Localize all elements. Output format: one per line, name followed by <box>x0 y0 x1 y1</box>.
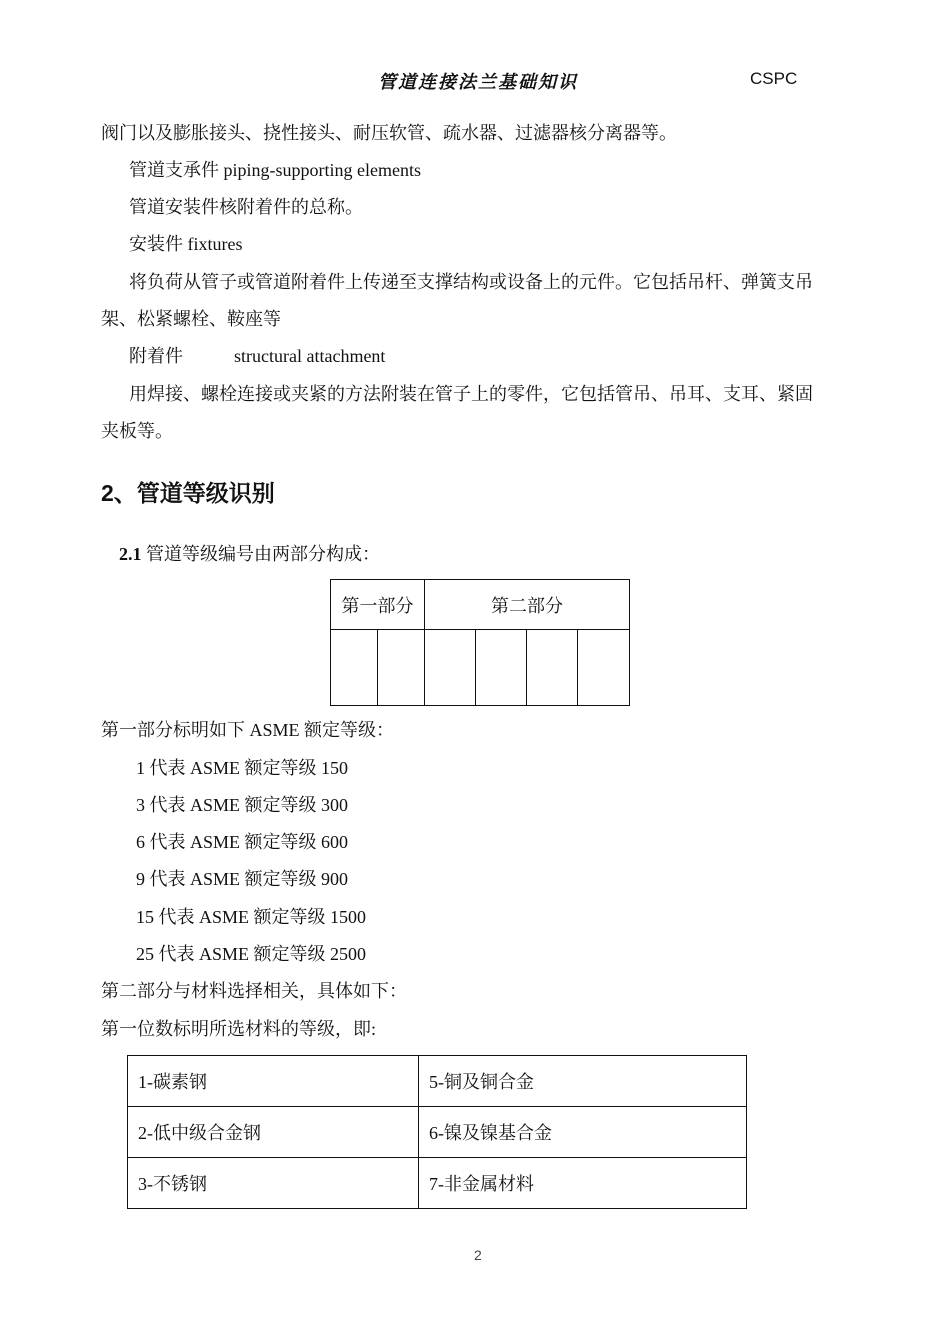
grade-table-cell <box>476 630 527 706</box>
definition-structural-attachment-line1: 用焊接、螺栓连接或夹紧的方法附装在管子上的零件，它包括管吊、吊耳、支耳、紧固 <box>129 384 813 404</box>
material-table-cell: 6-镍及镍基合金 <box>419 1107 747 1158</box>
page-number: 2 <box>474 1247 482 1263</box>
document-header-code: CSPC <box>750 69 798 88</box>
grade-table-cell <box>331 630 378 706</box>
material-table-cell: 3-不锈钢 <box>128 1158 419 1209</box>
material-class-table <box>127 1055 747 1209</box>
definition-fixtures-line1: 将负荷从管子或管道附着件上传递至支撑结构或设备上的元件。它包括吊杆、弹簧支吊 <box>129 272 813 292</box>
subsection-number: 2.1 <box>119 544 142 564</box>
material-table-cell: 2-低中级合金钢 <box>128 1107 419 1158</box>
material-table-cell: 7-非金属材料 <box>419 1158 747 1209</box>
intro-line: 阀门以及膨胀接头、挠性接头、耐压软管、疏水器、过滤器核分离器等。 <box>101 123 677 143</box>
grade-table-part2-header: 第二部分 <box>425 580 630 630</box>
material-table-cell: 1-碳素钢 <box>128 1056 419 1107</box>
grade-table-cell <box>378 630 425 706</box>
grade-table-part1-header: 第一部分 <box>331 580 425 630</box>
asme-intro: 第一部分标明如下 ASME 额定等级： <box>101 720 395 740</box>
asme-list-item: 6 代表 ASME 额定等级 600 <box>136 832 349 852</box>
asme-list-item: 9 代表 ASME 额定等级 900 <box>136 869 349 889</box>
material-table-cell: 5-铜及铜合金 <box>419 1056 747 1107</box>
part2-intro: 第二部分与材料选择相关，具体如下： <box>101 981 407 1001</box>
asme-list-item: 25 代表 ASME 额定等级 2500 <box>136 944 367 964</box>
definition-structural-attachment-line2: 夹板等。 <box>101 421 173 441</box>
subsection-text: 管道等级编号由两部分构成： <box>141 544 380 564</box>
grade-table-cell <box>578 630 630 706</box>
term-structural-attachment-en: structural attachment <box>234 346 386 366</box>
term-fixtures: 安装件 fixtures <box>129 234 243 254</box>
grade-code-table <box>330 579 630 706</box>
asme-list-item: 15 代表 ASME 额定等级 1500 <box>136 907 367 927</box>
asme-list-item: 3 代表 ASME 额定等级 300 <box>136 795 349 815</box>
document-header-title: 管道连接法兰基础知识 <box>378 72 578 92</box>
definition-piping-supporting: 管道安装件核附着件的总称。 <box>129 197 363 217</box>
material-digit-intro: 第一位数标明所选材料的等级，即: <box>101 1019 376 1039</box>
subsection-title <box>119 543 380 565</box>
section-heading: 2、管道等级识别 <box>101 480 275 506</box>
asme-list-item: 1 代表 ASME 额定等级 150 <box>136 758 349 778</box>
term-piping-supporting: 管道支承件 piping-supporting elements <box>129 160 421 180</box>
term-structural-attachment-cn: 附着件 <box>129 346 183 366</box>
grade-table-cell <box>527 630 578 706</box>
definition-fixtures-line2: 架、松紧螺栓、鞍座等 <box>101 309 281 329</box>
grade-table-cell <box>425 630 476 706</box>
